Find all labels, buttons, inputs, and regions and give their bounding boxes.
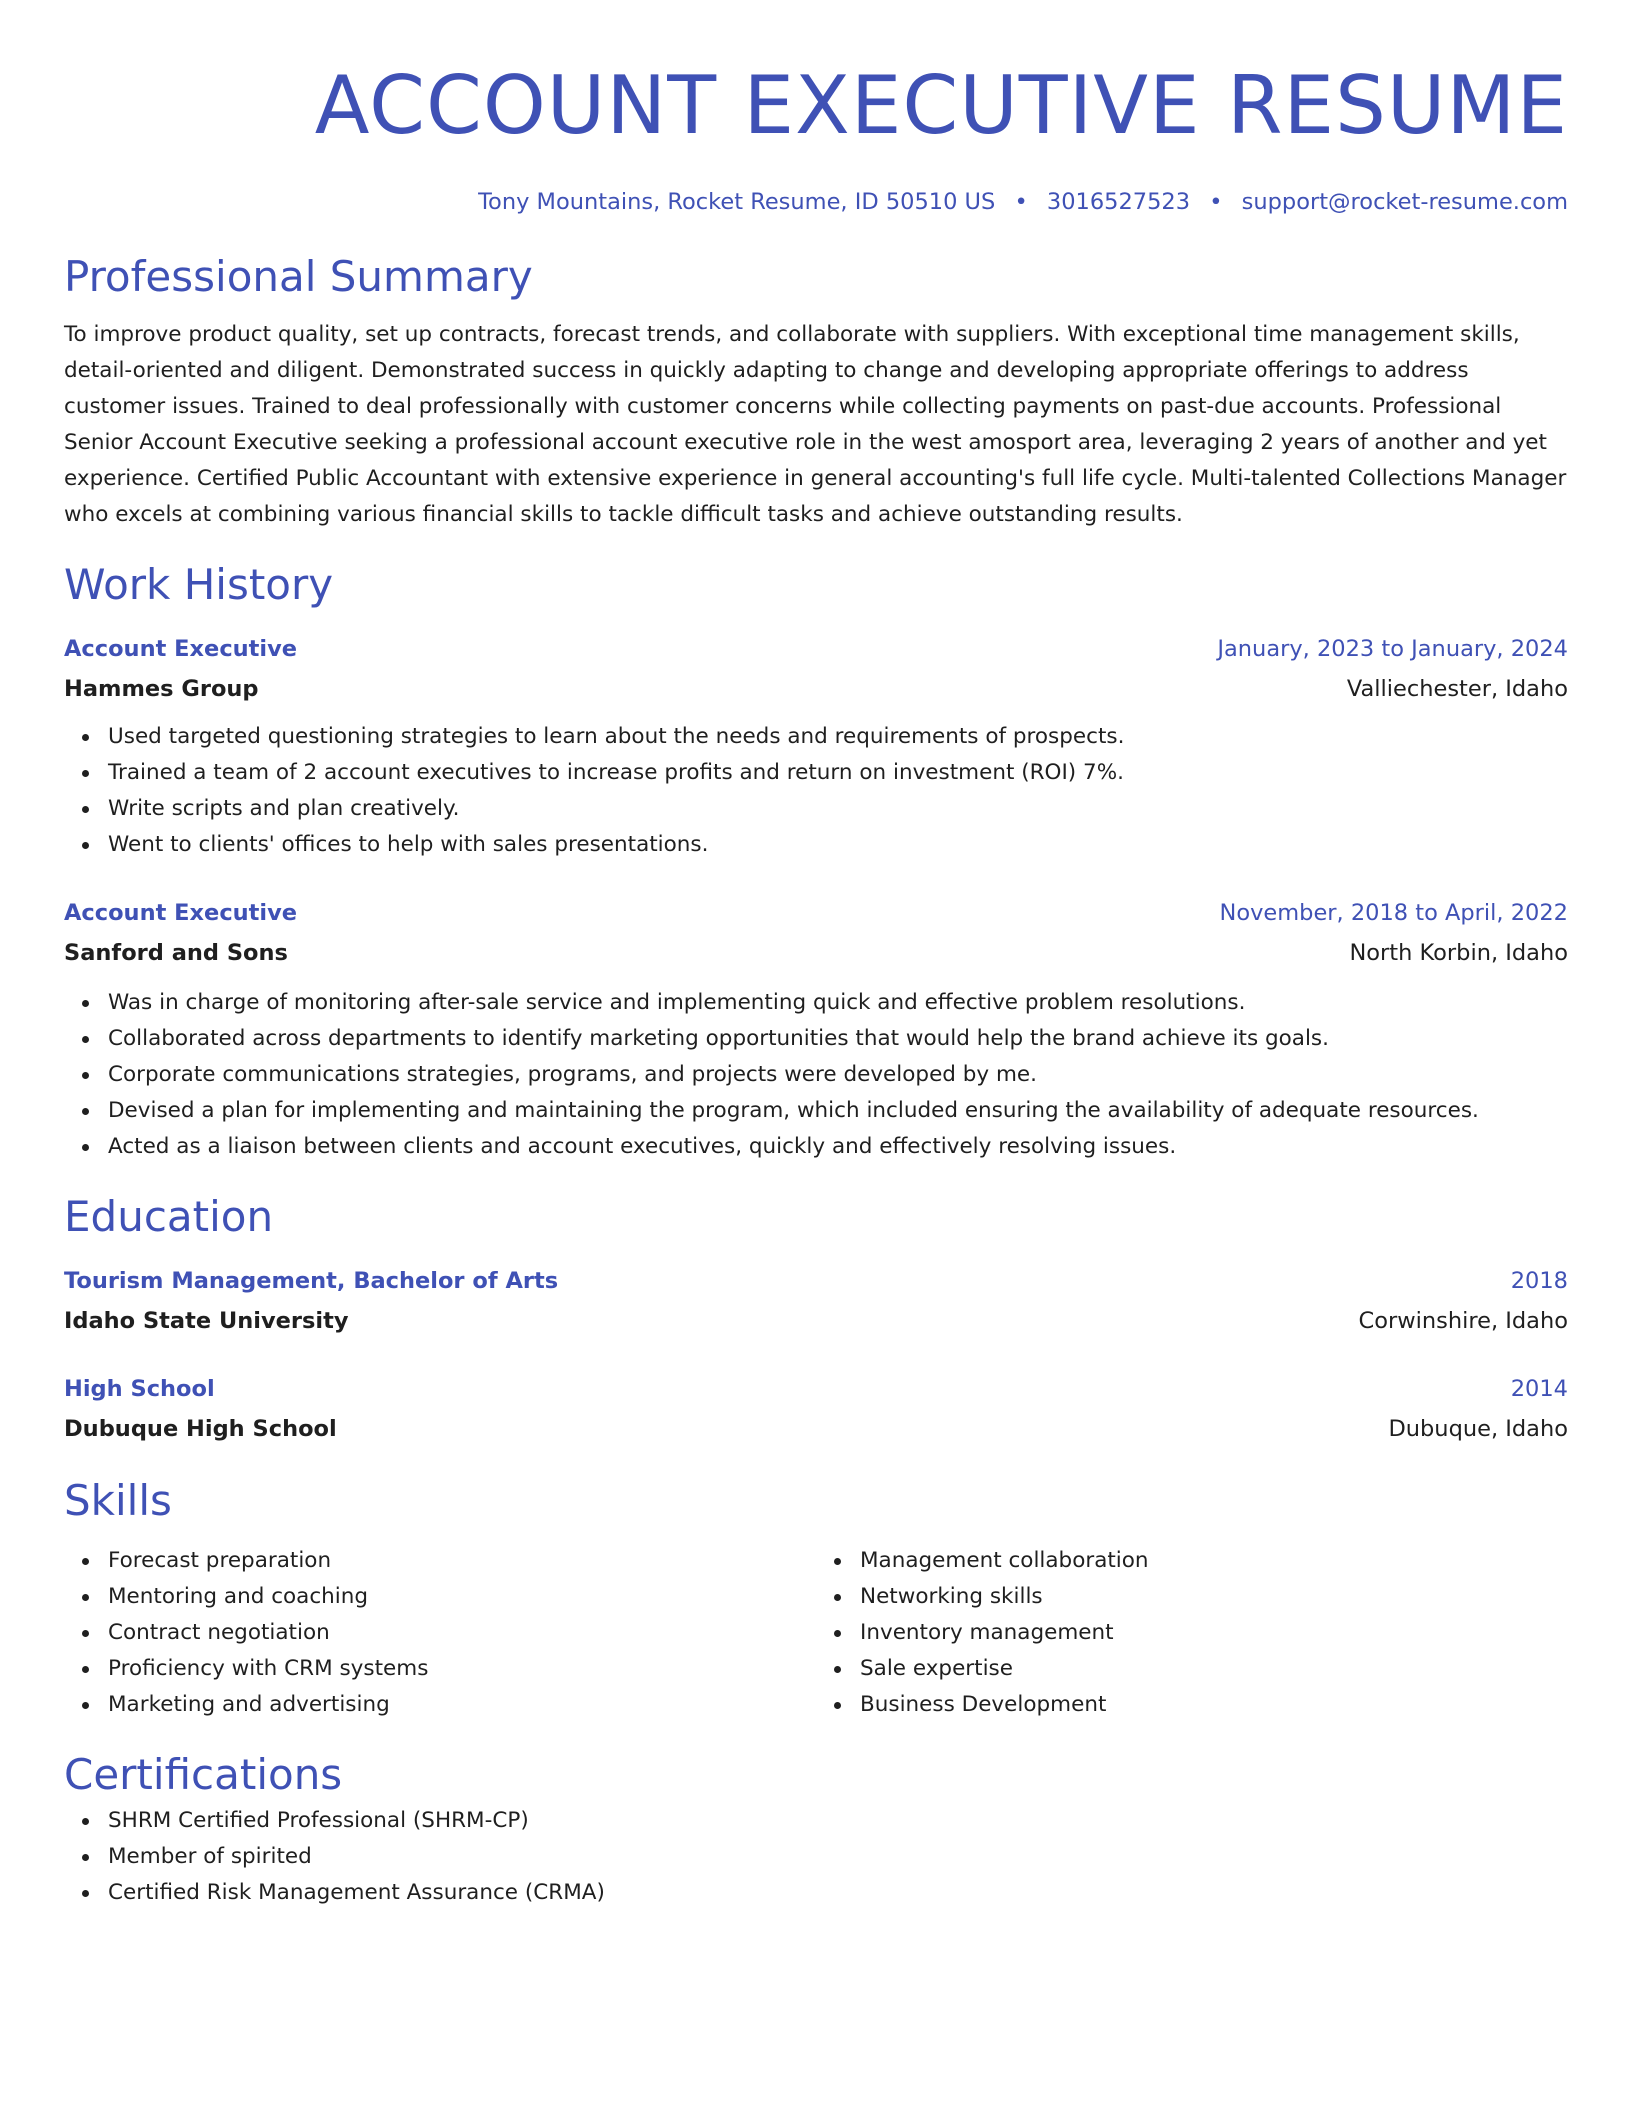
job-company-row — [64, 933, 1568, 973]
education-header-row — [64, 1261, 1568, 1301]
job-dates: January, 2023 to January, 2024 — [1217, 636, 1568, 662]
job-header-row — [64, 629, 1568, 669]
job-entry — [64, 893, 1568, 1165]
summary-text: To improve product quality, set up contracts, forecast trends, and collaborate with suppliers. With exceptional time management skills, detail-oriented and diligent. Demonstrated success in quickly adapting to change and developing appropriate offerings to address customer issues. Trained to deal professionally with customer concerns while collecting payments on past-due accounts. Professional Senior Account Executive seeking a professional account executive role in the west amosport area, leveraging 2 years of another and yet experience. Certified Public Accountant with extensive experience in general accounting's full life cycle. Multi-talented Collections Manager who excels at combining various financial skills to tackle difficult tasks and achieve outstanding results. — [64, 322, 1567, 527]
education-header-row — [64, 1369, 1568, 1409]
job-location: Valliechester, Idaho — [1346, 676, 1568, 702]
section-heading-work-history: Work History — [64, 560, 334, 609]
job-company: Sanford and Sons — [64, 940, 288, 966]
skill-item: Networking skills — [860, 1579, 1568, 1615]
contact-phone: 3016527523 — [1046, 189, 1191, 215]
job-dates: November, 2018 to April, 2022 — [1219, 900, 1568, 926]
job-bullet: Write scripts and plan creatively. — [108, 791, 1568, 827]
education-school: Idaho State University — [64, 1308, 349, 1334]
contact-address: Tony Mountains, Rocket Resume, ID 50510 US — [478, 189, 996, 215]
skills-grid — [64, 1543, 1568, 1723]
education-degree: Tourism Management, Bachelor of Arts — [64, 1268, 559, 1294]
skills-list-left — [64, 1543, 816, 1723]
job-bullet-list — [64, 719, 1568, 863]
contact-email: support@rocket-resume.com — [1241, 189, 1568, 215]
section-heading-certifications: Certifications — [64, 1750, 343, 1799]
resume-title: ACCOUNT EXECUTIVE RESUME — [314, 59, 1568, 152]
certification-item: Member of spirited — [108, 1839, 1568, 1875]
education-school-row — [64, 1409, 1568, 1449]
skills-list-right — [816, 1543, 1568, 1723]
education-entry — [64, 1261, 1568, 1341]
skill-item: Inventory management — [860, 1615, 1568, 1651]
contact-separator: • — [1209, 189, 1223, 215]
skill-item: Management collaboration — [860, 1543, 1568, 1579]
skill-item: Mentoring and coaching — [108, 1579, 816, 1615]
education-location: Dubuque, Idaho — [1388, 1416, 1568, 1442]
certification-item: Certified Risk Management Assurance (CRMA) — [108, 1875, 1568, 1911]
skill-item: Contract negotiation — [108, 1615, 816, 1651]
section-heading-summary: Professional Summary — [64, 252, 533, 301]
job-bullet: Acted as a liaison between clients and account executives, quickly and effectively resolving issues. — [108, 1129, 1568, 1165]
job-title: Account Executive — [64, 900, 298, 926]
job-bullet: Used targeted questioning strategies to learn about the needs and requirements of prospects. — [108, 719, 1568, 755]
education-school-row — [64, 1301, 1568, 1341]
job-location: North Korbin, Idaho — [1349, 940, 1568, 966]
skill-item: Marketing and advertising — [108, 1687, 816, 1723]
skill-item: Business Development — [860, 1687, 1568, 1723]
section-heading-skills: Skills — [64, 1476, 172, 1525]
education-entry — [64, 1369, 1568, 1449]
job-bullet: Collaborated across departments to identify marketing opportunities that would help the brand achieve its goals. — [108, 1021, 1568, 1057]
job-bullet: Was in charge of monitoring after-sale service and implementing quick and effective problem resolutions. — [108, 985, 1568, 1021]
job-header-row — [64, 893, 1568, 933]
certifications-list — [64, 1803, 1568, 1911]
skill-item: Proficiency with CRM systems — [108, 1651, 816, 1687]
education-year: 2018 — [1510, 1268, 1568, 1294]
contact-separator: • — [1014, 189, 1028, 215]
job-entry — [64, 629, 1568, 863]
job-bullet: Corporate communications strategies, programs, and projects were developed by me. — [108, 1057, 1568, 1093]
certification-item: SHRM Certified Professional (SHRM-CP) — [108, 1803, 1568, 1839]
job-bullet: Devised a plan for implementing and maintaining the program, which included ensuring the availability of adequate resources. — [108, 1093, 1568, 1129]
skill-item: Sale expertise — [860, 1651, 1568, 1687]
education-location: Corwinshire, Idaho — [1358, 1308, 1568, 1334]
job-bullet-list — [64, 985, 1568, 1165]
job-title: Account Executive — [64, 636, 298, 662]
skill-item: Forecast preparation — [108, 1543, 816, 1579]
education-degree: High School — [64, 1376, 215, 1402]
job-bullet: Trained a team of 2 account executives to increase profits and return on investment (ROI) 7%. — [108, 755, 1568, 791]
job-company: Hammes Group — [64, 676, 259, 702]
job-company-row — [64, 669, 1568, 709]
education-year: 2014 — [1510, 1376, 1568, 1402]
job-bullet: Went to clients' offices to help with sales presentations. — [108, 827, 1568, 863]
contact-line — [64, 186, 1568, 218]
section-heading-education: Education — [64, 1192, 274, 1241]
education-school: Dubuque High School — [64, 1416, 337, 1442]
